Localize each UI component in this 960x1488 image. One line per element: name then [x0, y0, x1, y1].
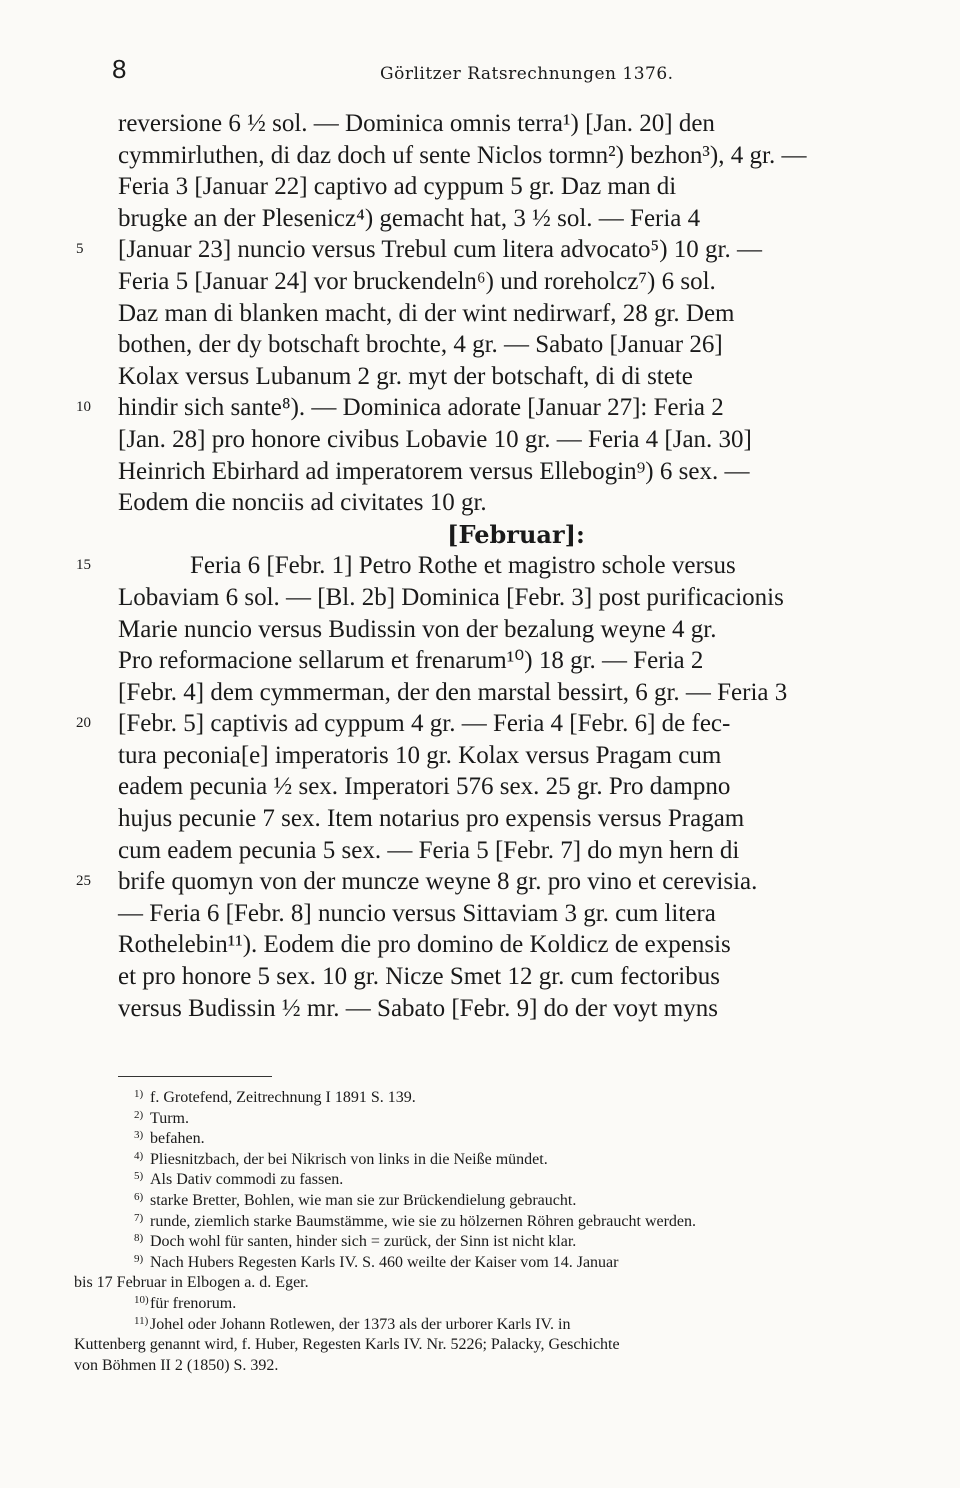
footnote-text: für frenorum. — [150, 1294, 237, 1312]
footnote — [0, 1253, 960, 1274]
line-number: 15 — [76, 557, 91, 574]
footnote — [0, 1335, 960, 1356]
footnote-text: befahen. — [150, 1130, 205, 1148]
footnote-text: starke Bretter, Bohlen, wie man sie zur Brückendielung gebraucht. — [150, 1191, 577, 1209]
text-line — [0, 171, 960, 203]
line-number: 25 — [76, 873, 91, 890]
line-text: Eodem die nonciis ad civitates 10 gr. — [118, 489, 487, 517]
footnote-text: Johel oder Johann Rotlewen, der 1373 als der urborer Karls IV. in — [150, 1315, 571, 1333]
line-text: Daz man di blanken macht, di der wint nedirwarf, 28 gr. Dem — [118, 299, 735, 327]
text-line — [0, 582, 960, 614]
footnote-mark: 3) — [134, 1129, 144, 1142]
footnote-text: Doch wohl für santen, hinder sich = zurück, der Sinn ist nicht klar. — [150, 1233, 577, 1251]
footnote-mark: 11) — [134, 1314, 149, 1327]
line-text: [Februar]: — [447, 519, 585, 549]
text-line — [0, 677, 960, 709]
line-text: versus Budissin ½ mr. — Sabato [Febr. 9] do der voyt myns — [118, 994, 718, 1022]
text-line — [0, 456, 960, 488]
footnote — [0, 1273, 960, 1294]
main-text — [0, 108, 960, 1024]
footnote — [0, 1129, 960, 1150]
line-text: cymmirluthen, di daz doch uf sente Niclos tormn²) bezhon³), 4 gr. — — [118, 141, 807, 169]
text-line — [0, 266, 960, 298]
line-text: hindir sich sante⁸). — Dominica adorate [Januar 27]: Feria 2 — [118, 394, 724, 422]
line-number: 20 — [76, 715, 91, 732]
line-text: Feria 5 [Januar 24] vor bruckendeln⁶) und roreholcz⁷) 6 sol. — [118, 267, 716, 295]
text-line — [0, 708, 960, 740]
page-number: 8 — [112, 54, 127, 84]
line-text: cum eadem pecunia 5 sex. — Feria 5 [Febr. 7] do myn hern di — [118, 836, 740, 864]
text-line — [0, 298, 960, 330]
text-line — [0, 961, 960, 993]
line-text: [Jan. 28] pro honore civibus Lobavie 10 gr. — Feria 4 [Jan. 30] — [118, 425, 752, 453]
text-line — [0, 203, 960, 235]
text-line — [0, 614, 960, 646]
text-line — [0, 392, 960, 424]
footnote — [0, 1315, 960, 1336]
text-line — [0, 329, 960, 361]
page-header — [0, 50, 960, 90]
footnote — [0, 1191, 960, 1212]
text-line — [0, 361, 960, 393]
footnote-mark: 2) — [134, 1108, 144, 1121]
line-text: hujus pecunie 7 sex. Item notarius pro expensis versus Pragam — [118, 805, 745, 833]
line-text: reversione 6 ½ sol. — Dominica omnis terra¹) [Jan. 20] den — [118, 110, 715, 137]
running-head: Görlitzer Ratsrechnungen 1376. — [380, 64, 674, 84]
text-line — [0, 929, 960, 961]
line-text: Kolax versus Lubanum 2 gr. myt der botschaft, di di stete — [118, 362, 693, 390]
line-text: Pro reformacione sellarum et frenarum¹⁰) 18 gr. — Feria 2 — [118, 647, 704, 675]
footnotes — [0, 1088, 960, 1376]
line-text: et pro honore 5 sex. 10 gr. Nicze Smet 12 gr. cum fectoribus — [118, 963, 720, 991]
text-line — [0, 424, 960, 456]
text-line — [0, 550, 960, 582]
footnote-text: Turm. — [150, 1109, 189, 1127]
section-heading — [0, 519, 960, 551]
footnote-mark: 7) — [134, 1211, 144, 1224]
footnote — [0, 1356, 960, 1377]
text-line — [0, 487, 960, 519]
line-text: Feria 3 [Januar 22] captivo ad cyppum 5 gr. Daz man di — [118, 173, 677, 201]
line-text: brife quomyn von der muncze weyne 8 gr. pro vino et cerevisia. — [118, 868, 758, 896]
line-text: bothen, der dy botschaft brochte, 4 gr. — Sabato [Januar 26] — [118, 331, 723, 359]
text-line — [0, 645, 960, 677]
footnote-mark: 10) — [134, 1293, 149, 1306]
footnote-text: Als Dativ commodi zu fassen. — [150, 1171, 344, 1189]
text-line — [0, 898, 960, 930]
text-line — [0, 108, 960, 140]
footnote — [0, 1212, 960, 1233]
line-text: Lobaviam 6 sol. — [Bl. 2b] Dominica [Febr. 3] post purificacionis — [118, 583, 784, 611]
footnote — [0, 1170, 960, 1191]
footnote-mark: 5) — [134, 1170, 144, 1183]
text-line — [0, 803, 960, 835]
text-line — [0, 866, 960, 898]
footnote-text: f. Grotefend, Zeitrechnung I 1891 S. 139. — [150, 1089, 416, 1106]
footnote — [0, 1232, 960, 1253]
footnote-mark: 1) — [134, 1088, 144, 1100]
footnote — [0, 1109, 960, 1130]
line-text: [Januar 23] nuncio versus Trebul cum litera advocato⁵) 10 gr. — — [118, 236, 762, 264]
footnote-text: runde, ziemlich starke Baumstämme, wie sie zu hölzernen Röhren gebraucht werden. — [150, 1212, 697, 1230]
text-line — [0, 835, 960, 867]
text-line — [0, 993, 960, 1025]
footnote-text: Pliesnitzbach, der bei Nikrisch von links in die Neiße mündet. — [150, 1150, 548, 1168]
text-line — [0, 234, 960, 266]
footnote-text: von Böhmen II 2 (1850) S. 392. — [74, 1356, 279, 1374]
text-line — [0, 140, 960, 172]
line-text: Rothelebin¹¹). Eodem die pro domino de Koldicz de expensis — [118, 931, 731, 959]
footnote-text: bis 17 Februar in Elbogen a. d. Eger. — [74, 1274, 309, 1292]
footnote — [0, 1294, 960, 1315]
footnote-rule — [118, 1076, 272, 1077]
line-text: [Febr. 4] dem cymmerman, der den marstal bessirt, 6 gr. — Feria 3 — [118, 678, 788, 706]
footnote-mark: 4) — [134, 1149, 144, 1162]
footnote — [0, 1088, 960, 1109]
footnote-text: Nach Hubers Regesten Karls IV. S. 460 weilte der Kaiser vom 14. Januar — [150, 1253, 619, 1271]
line-number: 10 — [76, 399, 91, 416]
footnote-mark: 6) — [134, 1190, 144, 1203]
line-number: 5 — [76, 241, 84, 258]
text-line — [0, 740, 960, 772]
text-line — [0, 771, 960, 803]
line-text: brugke an der Plesenicz⁴) gemacht hat, 3 ½ sol. — Feria 4 — [118, 204, 701, 232]
line-text: tura peconia[e] imperatoris 10 gr. Kolax versus Pragam cum — [118, 741, 722, 769]
line-text: Heinrich Ebirhard ad imperatorem versus Ellebogin⁹) 6 sex. — — [118, 457, 750, 485]
line-text: Marie nuncio versus Budissin von der bezalung weyne 4 gr. — [118, 615, 717, 643]
line-text: Feria 6 [Febr. 1] Petro Rothe et magistro schole versus — [190, 552, 736, 580]
footnote-text: Kuttenberg genannt wird, f. Huber, Regesten Karls IV. Nr. 5226; Palacky, Geschichte — [74, 1336, 620, 1354]
footnote — [0, 1150, 960, 1171]
line-text: [Febr. 5] captivis ad cyppum 4 gr. — Feria 4 [Febr. 6] de fec- — [118, 710, 731, 738]
line-text: — Feria 6 [Febr. 8] nuncio versus Sittaviam 3 gr. cum litera — [118, 899, 716, 927]
footnote-mark: 8) — [134, 1232, 144, 1245]
line-text: eadem pecunia ½ sex. Imperatori 576 sex. 25 gr. Pro dampno — [118, 773, 731, 801]
footnote-mark: 9) — [134, 1252, 144, 1265]
